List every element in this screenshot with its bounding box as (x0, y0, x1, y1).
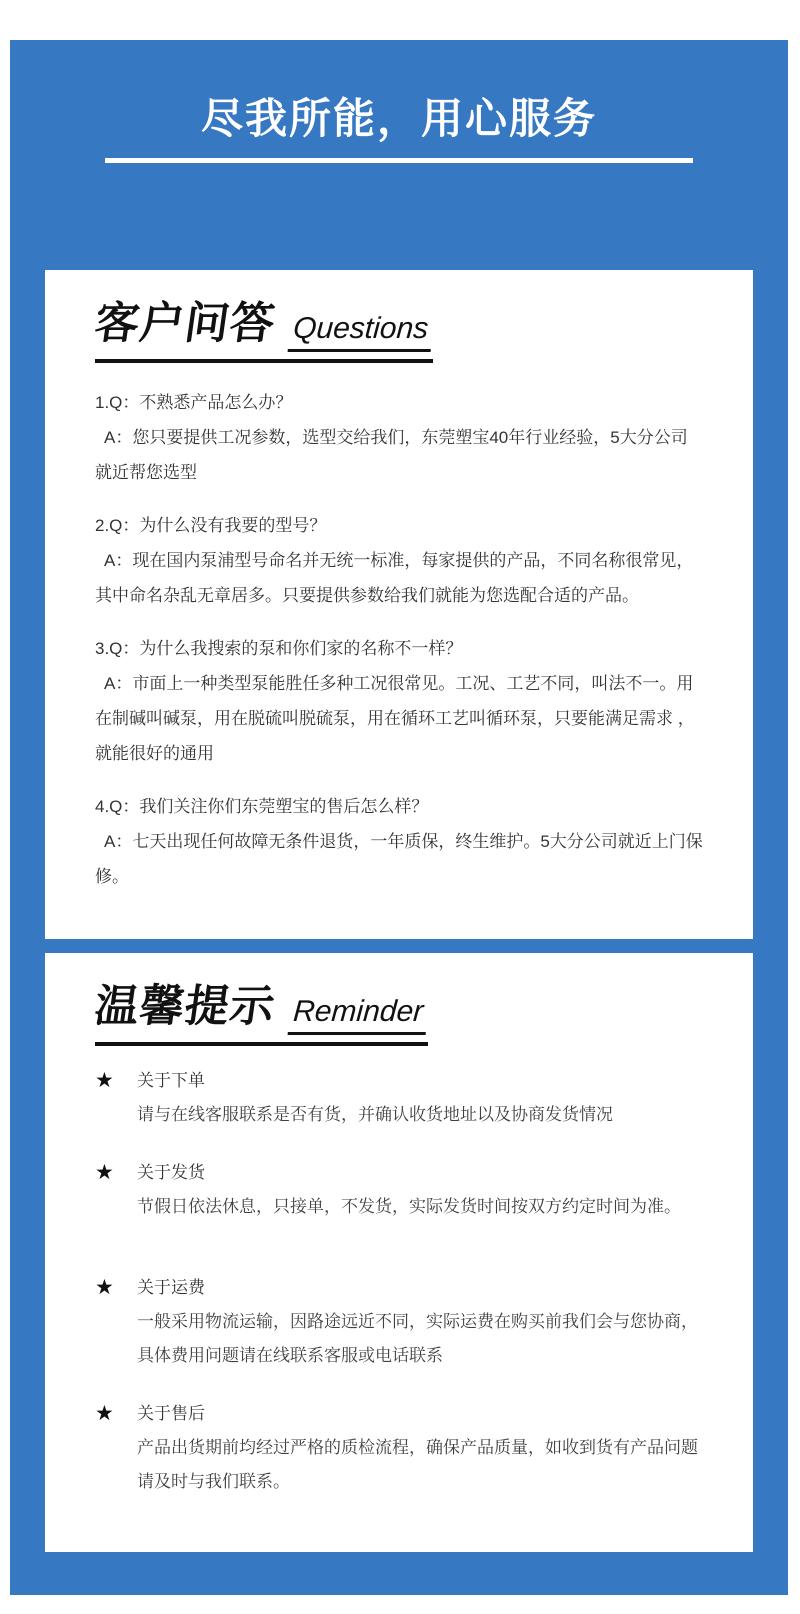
reminder-item-body (137, 1156, 703, 1224)
reminder-item-title: 关于发货 (137, 1163, 205, 1182)
qa-item (95, 385, 703, 490)
reminder-item (95, 1156, 703, 1224)
reminder-item-title: 关于运费 (137, 1278, 205, 1297)
blue-background-panel (10, 40, 788, 1595)
qa-card-title-en: Questions (288, 312, 434, 352)
star-icon: ★ (95, 1161, 114, 1184)
qa-card-heading (91, 299, 433, 363)
reminder-item (95, 1397, 703, 1499)
reminder-card (45, 953, 753, 1552)
reminder-item (95, 1064, 703, 1132)
qa-answer: A：市面上一种类型泵能胜任多种工况很常见。工况、工艺不同，叫法不一。用在制碱叫碱泵，用在脱硫叫脱硫泵，用在循环工艺叫循环泵，只要能满足需求 ，就能很好的通用 (95, 674, 695, 763)
star-icon: ★ (95, 1402, 114, 1425)
reminder-item-body (137, 1271, 703, 1373)
hero-header (10, 40, 788, 163)
reminder-card-title-cn: 温馨提示 (91, 982, 279, 1031)
qa-item (95, 508, 703, 613)
qa-card-title-cn: 客户问答 (91, 299, 279, 348)
qa-answer: A：您只要提供工况参数，选型交给我们，东莞塑宝40年行业经验，5大分公司就近帮您选型 (95, 428, 688, 482)
reminder-item-title: 关于下单 (137, 1071, 205, 1090)
reminder-item-desc: 一般采用物流运输，因路途远近不同，实际运费在购买前我们会与您协商，具体费用问题请在线联系客服或电话联系 (137, 1312, 698, 1365)
reminder-card-title-en: Reminder (288, 995, 429, 1035)
reminder-item-desc: 产品出货期前均经过严格的质检流程，确保产品质量，如收到货有产品问题请及时与我们联系。 (137, 1438, 698, 1491)
qa-item (95, 631, 703, 771)
qa-question: 1.Q：不熟悉产品怎么办？ (95, 393, 293, 412)
hero-title: 尽我所能，用心服务 (200, 95, 597, 142)
qa-item (95, 789, 703, 894)
reminder-item (95, 1271, 703, 1373)
qa-question: 3.Q：为什么我搜索的泵和你们家的名称不一样？ (95, 639, 463, 658)
reminder-item-desc: 节假日依法休息，只接单，不发货，实际发货时间按双方约定时间为准。 (137, 1197, 681, 1216)
reminder-card-heading (91, 982, 428, 1046)
qa-card (45, 270, 753, 939)
qa-list (95, 385, 703, 894)
qa-question: 4.Q：我们关注你们东莞塑宝的售后怎么样？ (95, 797, 429, 816)
reminder-item-desc: 请与在线客服联系是否有货，并确认收货地址以及协商发货情况 (137, 1105, 613, 1124)
hero-underline-divider (105, 158, 693, 163)
qa-answer: A：七天出现任何故障无条件退货，一年质保，终生维护。5大分公司就近上门保修。 (95, 832, 703, 886)
star-icon: ★ (95, 1276, 114, 1299)
qa-question: 2.Q：为什么没有我要的型号？ (95, 516, 327, 535)
qa-answer: A：现在国内泵浦型号命名并无统一标准，每家提供的产品，不同名称很常见，其中命名杂乱无章居多。只要提供参数给我们就能为您选配合适的产品。 (95, 551, 694, 605)
reminder-item-body (137, 1397, 703, 1499)
reminder-item-title: 关于售后 (137, 1404, 205, 1423)
reminder-item-body (137, 1064, 703, 1132)
reminder-list (95, 1064, 703, 1499)
star-icon: ★ (95, 1069, 114, 1092)
